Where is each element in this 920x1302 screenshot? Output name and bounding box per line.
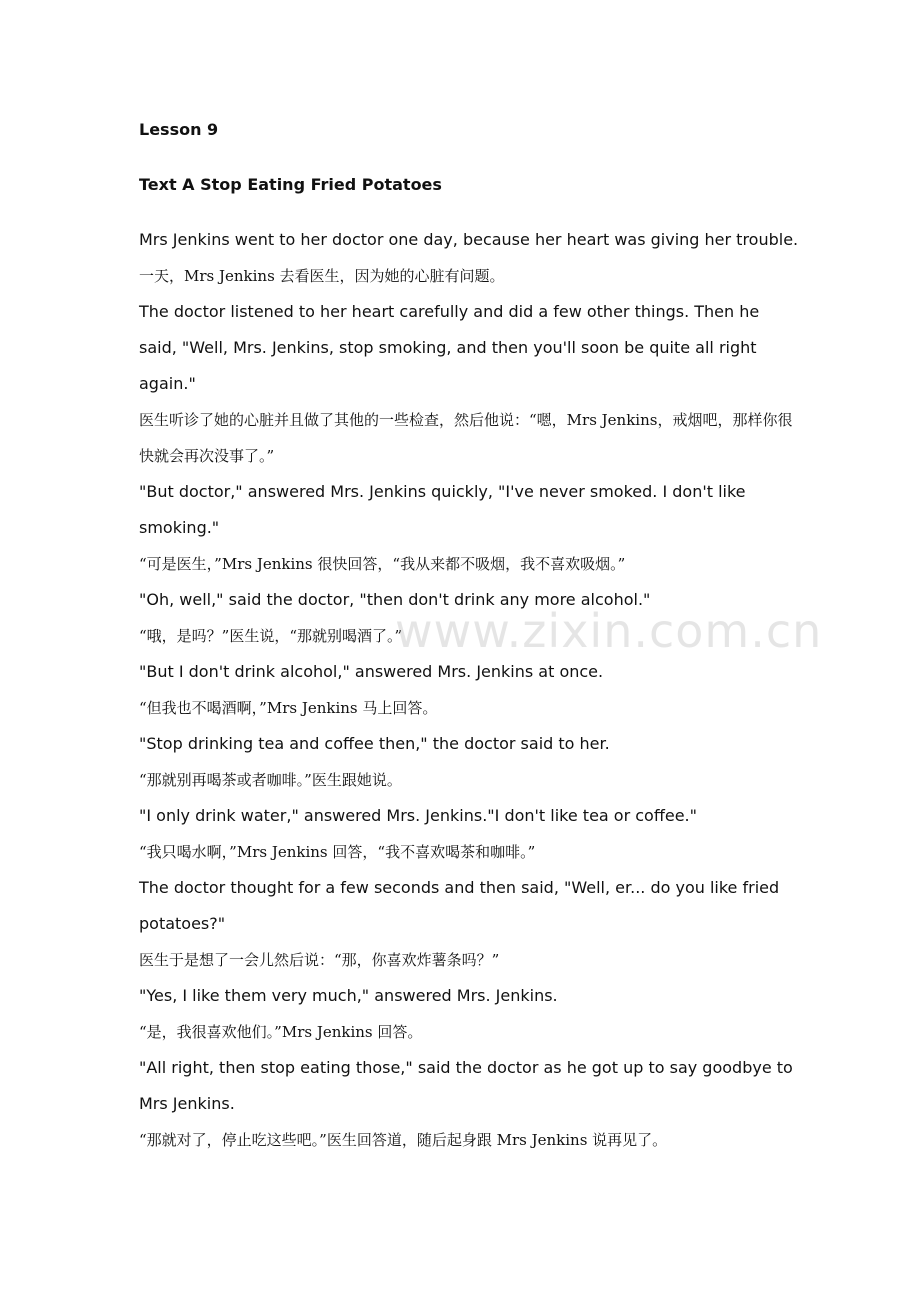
paragraph-en: "All right, then stop eating those," said the doctor as he got up to say goodbye to Mrs Jenkins. [139,1058,793,1113]
paragraph-zh: “那就别再喝茶或者咖啡。”医生跟她说。 [139,771,402,789]
lesson-heading: Lesson 9 [139,120,219,139]
paragraph-zh: “那就对了，停止吃这些吧。”医生回答道，随后起身跟 Mrs Jenkins 说再见了。 [139,1131,668,1149]
paragraph-en: The doctor thought for a few seconds and then said, "Well, er... do you like fried potatoes?" [139,878,780,933]
paragraph-zh: “我只喝水啊，”Mrs Jenkins 回答，“我不喜欢喝茶和咖啡。” [139,843,536,861]
paragraph-en: "Stop drinking tea and coffee then," the doctor said to her. [139,734,610,753]
paragraph-en: "Yes, I like them very much," answered Mrs. Jenkins. [139,986,558,1005]
paragraph-en: "I only drink water," answered Mrs. Jenkins."I don't like tea or coffee." [139,806,697,825]
paragraph-en: "But I don't drink alcohol," answered Mrs. Jenkins at once. [139,662,604,681]
paragraph-zh: 一天，Mrs Jenkins 去看医生，因为她的心脏有问题。 [139,267,505,285]
paragraph-zh: 医生于是想了一会儿然后说：“那，你喜欢炸薯条吗？” [139,951,500,969]
paragraph-en: Mrs Jenkins went to her doctor one day, because her heart was giving her trouble. [139,230,799,249]
paragraph-en: The doctor listened to her heart carefully and did a few other things. Then he said, "Well, Mrs. Jenkins, stop smoking, and then you'll soon be quite all right again." [139,302,760,393]
paragraph-zh: 医生听诊了她的心脏并且做了其他的一些检查，然后他说：“嗯，Mrs Jenkins，戒烟吧，那样你很快就会再次没事了。” [139,411,793,465]
paragraph-zh: “可是医生，”Mrs Jenkins 很快回答，“我从来都不吸烟，我不喜欢吸烟。” [139,555,626,573]
paragraph-en: "Oh, well," said the doctor, "then don't drink any more alcohol." [139,590,651,609]
watermark: www.zixin.com.cn [395,604,823,658]
paragraph-zh: “哦，是吗？”医生说，“那就别喝酒了。” [139,627,403,645]
paragraph-zh: “但我也不喝酒啊，”Mrs Jenkins 马上回答。 [139,699,438,717]
text-title: Text A Stop Eating Fried Potatoes [139,175,442,194]
document-page [139,112,799,1158]
paragraph-en: "But doctor," answered Mrs. Jenkins quickly, "I've never smoked. I don't like smoking." [139,482,746,537]
paragraph-zh: “是，我很喜欢他们。”Mrs Jenkins 回答。 [139,1023,423,1041]
